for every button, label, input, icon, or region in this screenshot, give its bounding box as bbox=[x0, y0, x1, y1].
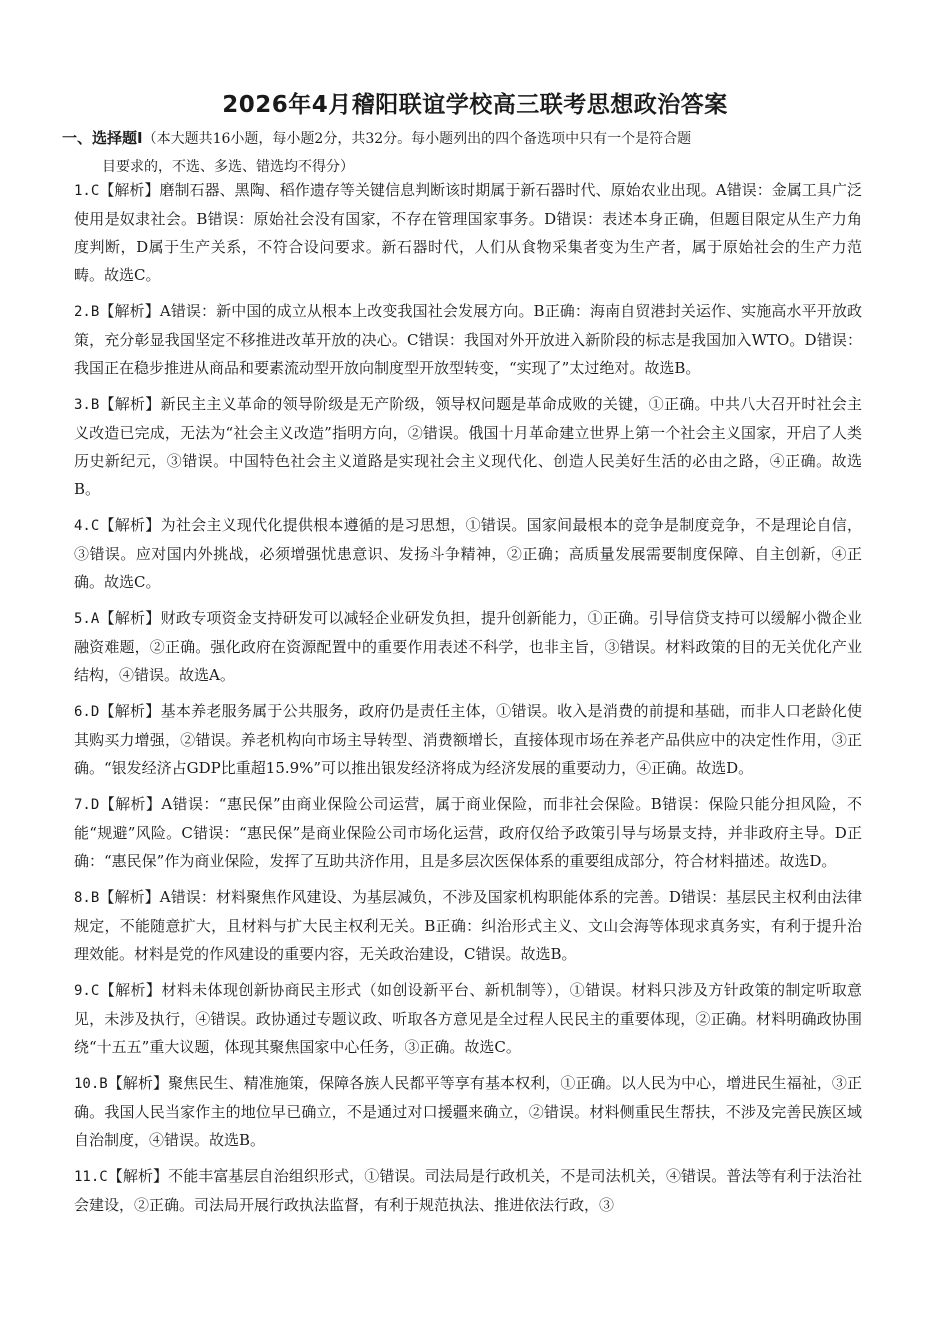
analysis-text: 基本养老服务属于公共服务，政府仍是责任主体，①错误。收入是消费的前提和基础，而非人口老龄化使其购买力增强，②错误。养老机构向市场主导转型、消费额增长，直接体现市场在养老产品供应中的决定性作用，③正确。“银发经济占GDP比重超15.9%”可以推出银发经济将成为经济发展的重要动力，④正确。故选D。 bbox=[74, 702, 862, 777]
answer-item bbox=[74, 697, 862, 782]
analysis-tag: 【解析】 bbox=[99, 181, 160, 199]
answer-item bbox=[74, 297, 862, 382]
analysis-tag: 【解析】 bbox=[99, 302, 160, 320]
answer-number: 9.C bbox=[74, 983, 100, 999]
answer-item bbox=[74, 176, 862, 289]
answer-list bbox=[74, 176, 862, 1227]
analysis-text: 新民主主义革命的领导阶级是无产阶级，领导权问题是革命成败的关键，①正确。中共八大召开时社会主义改造已完成，无法为“社会主义改造”指明方向，②错误。俄国十月革命建立世界上第一个社会主义国家，开启了人类历史新纪元，③错误。中国特色社会主义道路是实现社会主义现代化、创造人民美好生活的必由之路，④正确。故选B。 bbox=[74, 395, 862, 498]
answer-number: 8.B bbox=[74, 890, 100, 906]
analysis-tag: 【解析】 bbox=[99, 702, 161, 720]
answer-item bbox=[74, 511, 862, 596]
answer-number: 6.D bbox=[74, 704, 100, 720]
answer-number: 1.C bbox=[74, 183, 100, 199]
analysis-text: 财政专项资金支持研发可以减轻企业研发负担，提升创新能力，①正确。引导信贷支持可以缓解小微企业融资难题，②正确。强化政府在资源配置中的重要作用表述不科学，也非主旨，③错误。材料政策的目的无关优化产业结构，④错误。故选A。 bbox=[74, 609, 862, 684]
answer-number: 5.A bbox=[74, 611, 100, 627]
answer-number: 7.D bbox=[74, 797, 100, 813]
analysis-tag: 【解析】 bbox=[99, 609, 161, 627]
answer-number: 4.C bbox=[74, 518, 100, 534]
section-header bbox=[62, 124, 882, 181]
answer-item bbox=[74, 1069, 862, 1154]
analysis-tag: 【解析】 bbox=[99, 516, 161, 534]
analysis-tag: 【解析】 bbox=[99, 981, 162, 999]
answer-number: 11.C bbox=[74, 1169, 108, 1185]
section-instructions-cont: 目要求的，不选、多选、错选均不得分） bbox=[102, 159, 354, 175]
analysis-text: 磨制石器、黑陶、稻作遗存等关键信息判断该时期属于新石器时代、原始农业出现。A错误：金属工具广泛使用是奴隶社会。B错误：原始社会没有国家，不存在管理国家事务。D错误：表述本身正确，但题目限定从生产力角度判断，D属于生产关系，不符合设问要求。新石器时代，人们从食物采集者变为生产者，属于原始社会的生产力范畴。故选C。 bbox=[74, 181, 862, 284]
page-title: 2026年4月稽阳联谊学校高三联考思想政治答案 bbox=[222, 92, 728, 118]
answer-item bbox=[74, 1162, 862, 1219]
answer-item bbox=[74, 390, 862, 503]
answer-number: 2.B bbox=[74, 304, 100, 320]
answer-item bbox=[74, 976, 862, 1061]
analysis-text: A错误：“惠民保”由商业保险公司运营，属于商业保险，而非社会保险。B错误：保险只能分担风险，不能“规避”风险。C错误：“惠民保”是商业保险公司市场化运营，政府仅给予政策引导与场景支持，并非政府主导。D正确：“惠民保”作为商业保险，发挥了互助共济作用，且是多层次医保体系的重要组成部分，符合材料描述。故选D。 bbox=[74, 795, 862, 870]
analysis-text: 为社会主义现代化提供根本遵循的是习思想，①错误。国家间最根本的竞争是制度竞争，不是理论自信，③错误。应对国内外挑战，必须增强忧患意识、发扬斗争精神，②正确；高质量发展需要制度保障、自主创新，④正确。故选C。 bbox=[74, 516, 862, 591]
analysis-tag: 【解析】 bbox=[99, 795, 162, 813]
analysis-text: A错误：材料聚焦作风建设、为基层减负，不涉及国家机构职能体系的完善。D错误：基层民主权利由法律规定，不能随意扩大，且材料与扩大民主权利无关。B正确：纠治形式主义、文山会海等体现求真务实，有利于提升治理效能。材料是党的作风建设的重要内容，无关政治建设，C错误。故选B。 bbox=[74, 888, 862, 963]
answer-item bbox=[74, 790, 862, 875]
answer-item bbox=[74, 604, 862, 689]
answer-number: 10.B bbox=[74, 1076, 108, 1092]
section-instructions: （本大题共16小题，每小题2分，共32分。每小题列出的四个备选项中只有一个是符合题 bbox=[142, 131, 692, 147]
analysis-tag: 【解析】 bbox=[99, 395, 161, 413]
analysis-tag: 【解析】 bbox=[107, 1074, 169, 1092]
answer-number: 3.B bbox=[74, 397, 100, 413]
answer-item bbox=[74, 883, 862, 968]
section-lead: 一、选择题Ⅰ bbox=[62, 129, 143, 147]
analysis-tag: 【解析】 bbox=[99, 888, 160, 906]
analysis-tag: 【解析】 bbox=[107, 1167, 169, 1185]
analysis-text: 聚焦民生、精准施策，保障各族人民都平等享有基本权利，①正确。以人民为中心，增进民生福祉，③正确。我国人民当家作主的地位早已确立，不是通过对口援疆来确立，②错误。材料侧重民生帮扶，不涉及完善民族区域自治制度，④错误。故选B。 bbox=[74, 1074, 862, 1149]
analysis-text: A错误：新中国的成立从根本上改变我国社会发展方向。B正确：海南自贸港封关运作、实施高水平开放政策，充分彰显我国坚定不移推进改革开放的决心。C错误：我国对外开放进入新阶段的标志是我国加入WTO。D错误：我国正在稳步推进从商品和要素流动型开放向制度型开放型转变，“实现了”太过绝对。故选B。 bbox=[74, 302, 862, 377]
analysis-text: 不能丰富基层自治组织形式，①错误。司法局是行政机关，不是司法机关，④错误。普法等有利于法治社会建设，②正确。司法局开展行政执法监督，有利于规范执法、推进依法行政，③ bbox=[74, 1167, 862, 1214]
analysis-text: 材料未体现创新协商民主形式（如创设新平台、新机制等），①错误。材料只涉及方针政策的制定听取意见，未涉及执行，④错误。政协通过专题议政、听取各方意见是全过程人民民主的重要体现，②正确。材料明确政协围绕“十五五”重大议题，体现其聚焦国家中心任务，③正确。故选C。 bbox=[74, 981, 862, 1056]
